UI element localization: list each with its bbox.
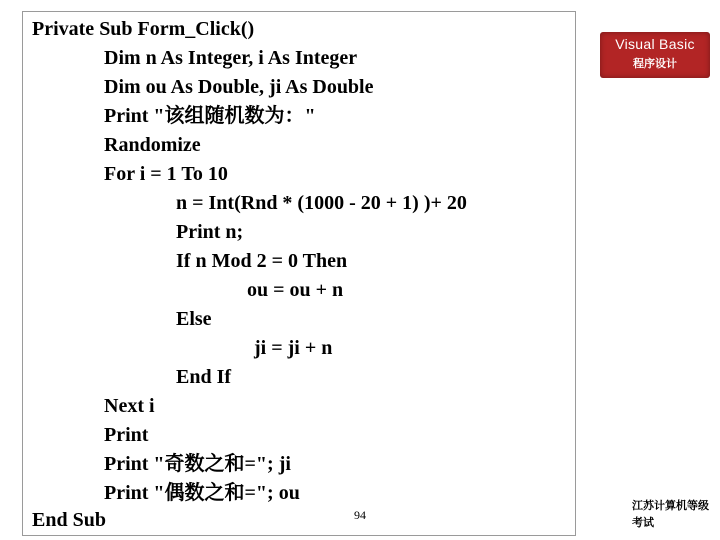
code-line-18: End Sub bbox=[32, 509, 106, 531]
code-line-13: End If bbox=[176, 366, 232, 388]
code-line-2: Dim n As Integer, i As Integer bbox=[104, 47, 358, 69]
code-line-6: For i = 1 To 10 bbox=[104, 163, 228, 185]
visual-basic-logo bbox=[600, 32, 710, 78]
code-line-8: Print n; bbox=[176, 221, 244, 243]
code-line-4: Print "该组随机数为：" bbox=[104, 105, 316, 127]
code-line-11: Else bbox=[176, 308, 212, 330]
code-line-5: Randomize bbox=[104, 134, 201, 156]
code-line-7: n = Int(Rnd * (1000 - 20 + 1) )+ 20 bbox=[176, 192, 467, 214]
code-line-3: Dim ou As Double, ji As Double bbox=[104, 76, 374, 98]
code-line-9: If n Mod 2 = 0 Then bbox=[176, 250, 348, 272]
code-line-17: Print "偶数之和="; ou bbox=[104, 482, 300, 504]
code-line-15: Print bbox=[104, 424, 149, 446]
code-line-16: Print "奇数之和="; ji bbox=[104, 453, 291, 475]
logo-subtitle: 程序设计 bbox=[633, 57, 677, 70]
code-line-14: Next i bbox=[104, 395, 155, 417]
page-number: 94 bbox=[354, 508, 366, 522]
logo-title: Visual Basic bbox=[615, 36, 695, 52]
code-line-10: ou = ou + n bbox=[247, 279, 344, 301]
code-line-1: Private Sub Form_Click() bbox=[32, 18, 255, 40]
code-frame bbox=[22, 11, 576, 536]
code-line-12: ji = ji + n bbox=[254, 337, 333, 359]
footer-title: 江苏计算机等级考试 bbox=[632, 499, 709, 529]
